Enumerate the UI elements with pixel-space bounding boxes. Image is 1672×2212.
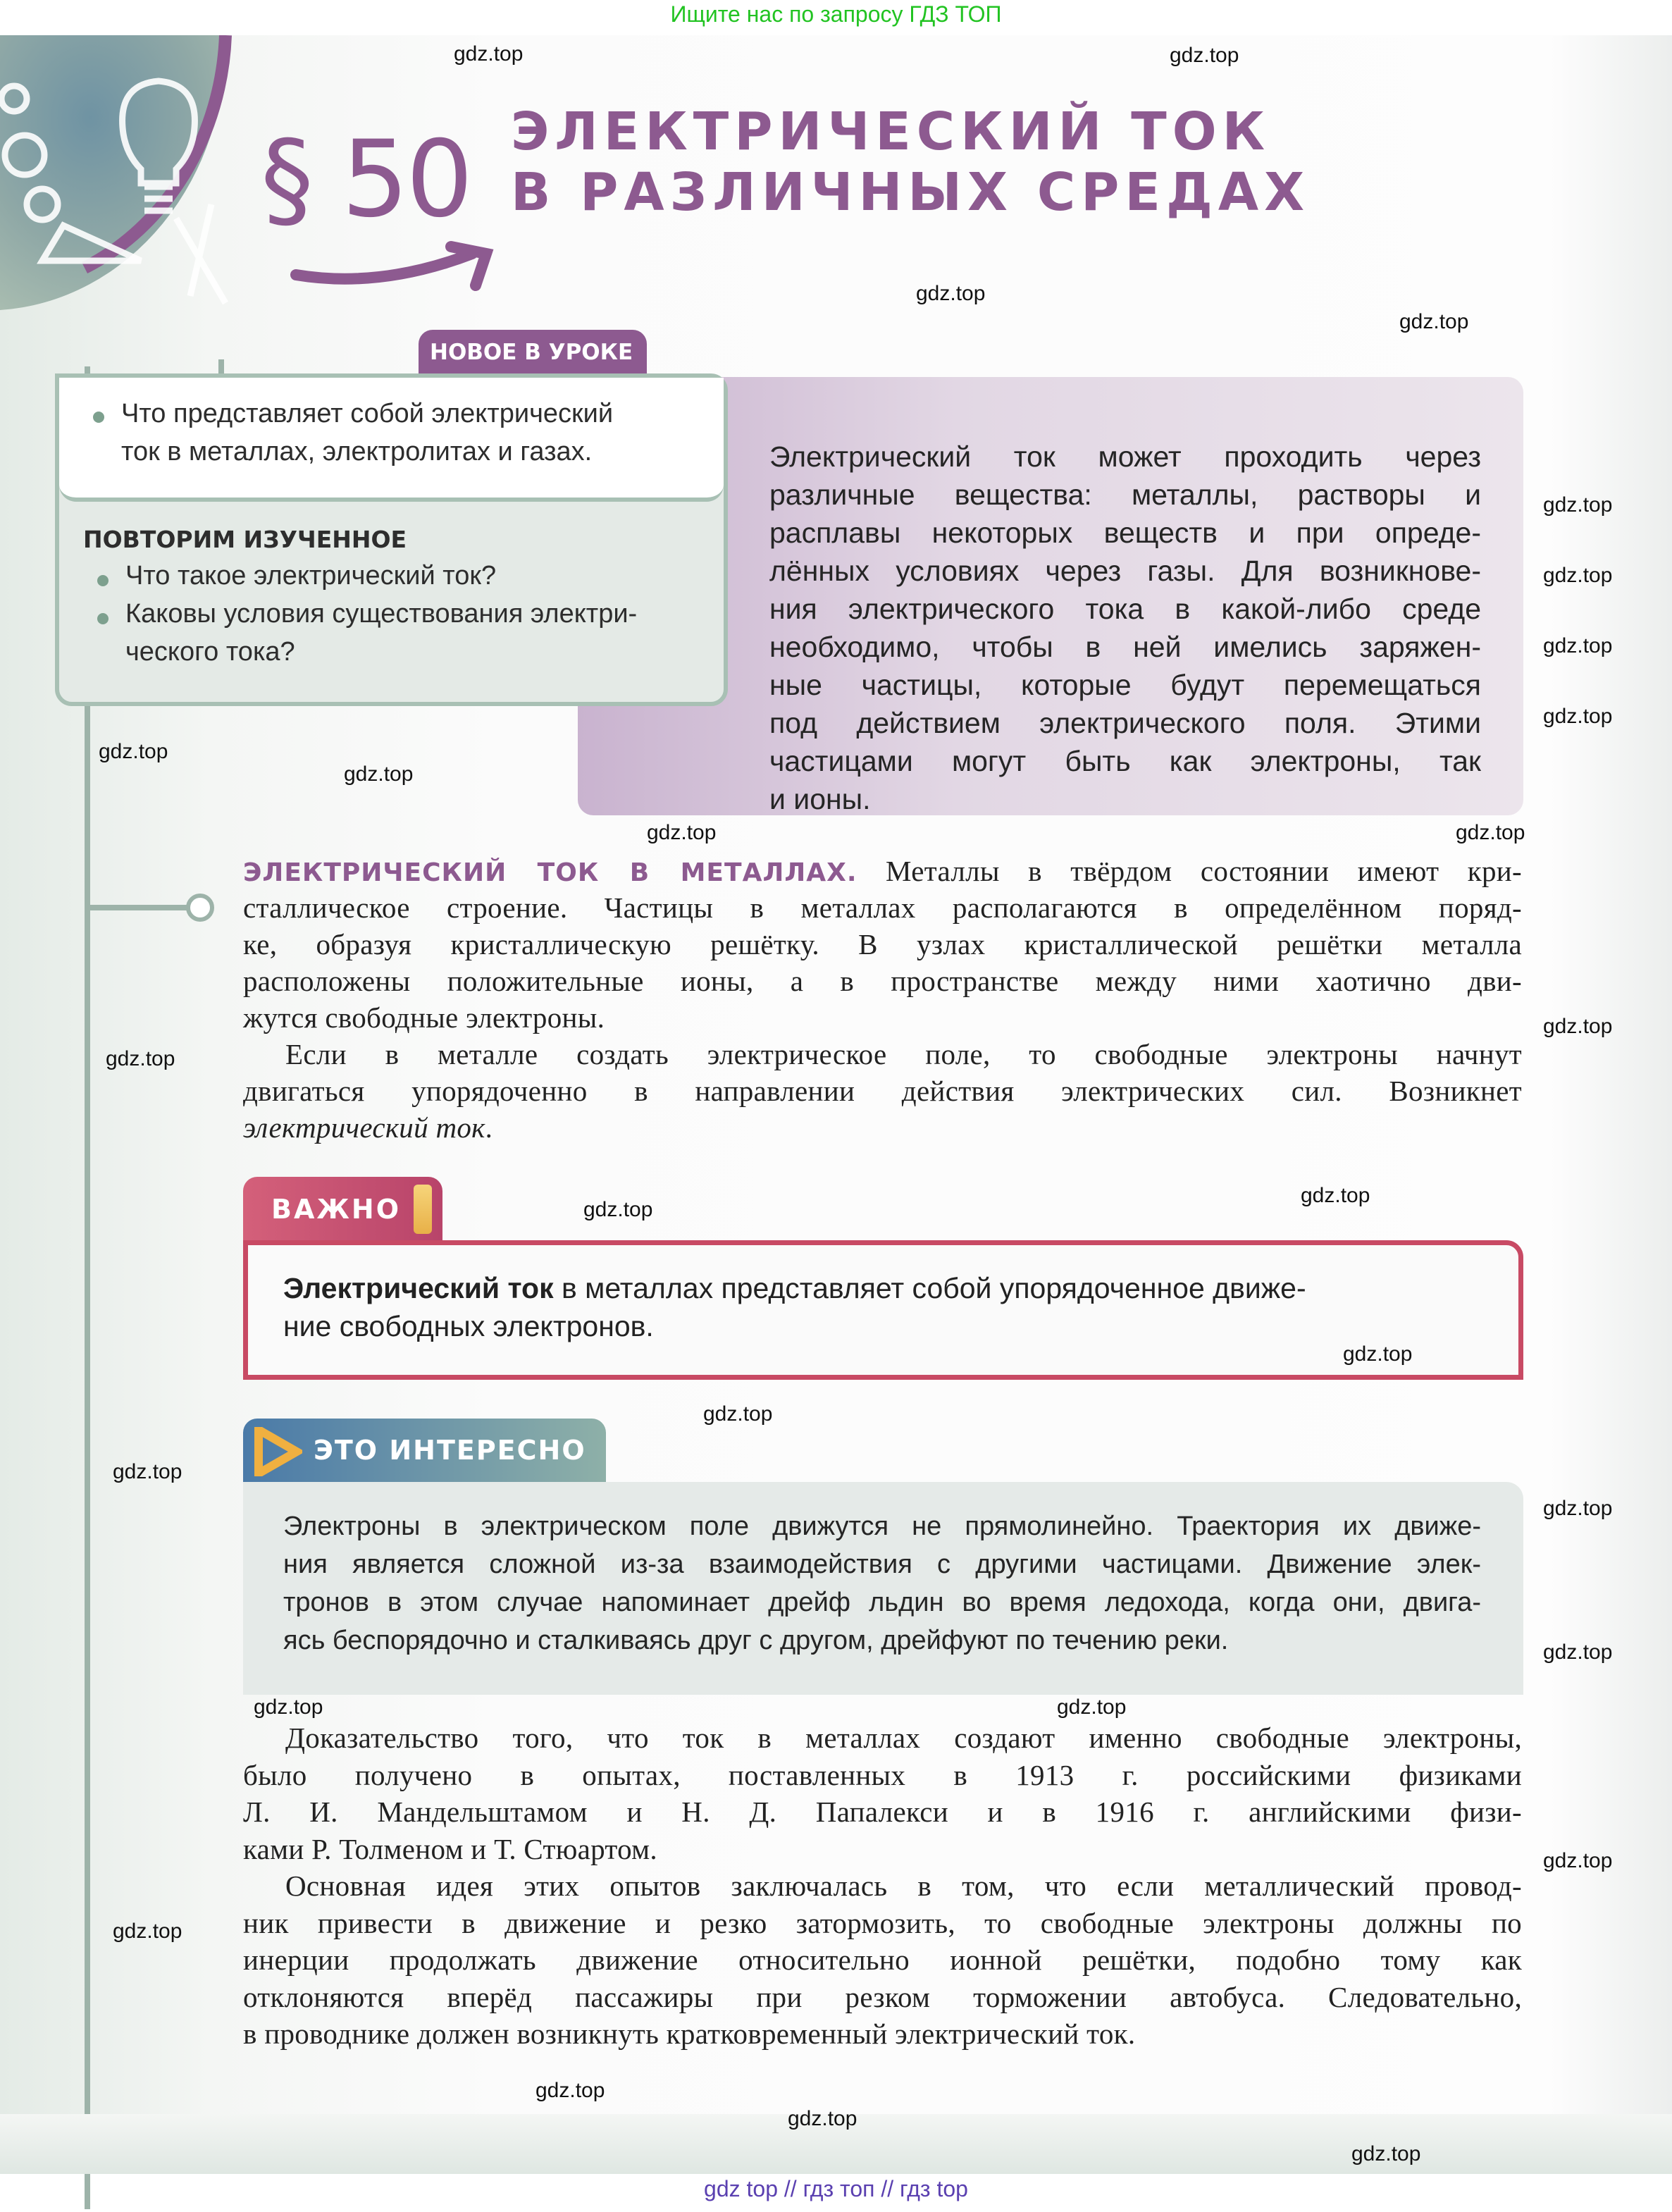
watermark: gdz.top — [113, 1920, 182, 1943]
closing-line: ник привести в движение и резко затормозить, то свободные электроны должны по — [243, 1906, 1522, 1939]
new-in-lesson-tab: НОВОЕ В УРОКЕ — [419, 330, 647, 375]
section-line: жутся свободные электроны. — [243, 1001, 605, 1034]
footer-links: gdz top // гдз топ // гдз top — [704, 2176, 968, 2201]
textbook-page — [0, 35, 1672, 2174]
new-in-lesson-panel — [59, 378, 724, 502]
chapter-title-line2: В РАЗЛИЧНЫХ СРЕДАХ — [511, 162, 1311, 223]
watermark: gdz.top — [1543, 564, 1613, 587]
watermark: gdz.top — [1543, 1849, 1613, 1872]
section-first-line — [243, 854, 1522, 888]
watermark: gdz.top — [703, 1402, 773, 1426]
important-term: Электрический ток — [283, 1272, 554, 1304]
section-last-line — [243, 1111, 1522, 1144]
watermark: gdz.top — [535, 2079, 605, 2102]
watermark: gdz.top — [1543, 1015, 1613, 1038]
watermark: gdz.top — [916, 282, 986, 305]
interesting-label: ЭТО ИНТЕРЕСНО — [314, 1435, 586, 1466]
watermark: gdz.top — [344, 762, 414, 786]
intro-line: Электрический ток может проходить через — [769, 440, 1481, 473]
intro-line: расплавы некоторых веществ и при опреде- — [769, 517, 1481, 549]
term-italic: электрический ток — [243, 1111, 485, 1144]
new-item-line: Что представляет собой электрический — [121, 399, 614, 428]
watermark: gdz.top — [1543, 1497, 1613, 1520]
timeline-branch — [87, 905, 187, 910]
intro-line: необходимо, чтобы в ней имелись заряжен- — [769, 631, 1481, 663]
review-item: ческого тока? — [125, 637, 295, 667]
section-line: сталлическое строение. Частицы в металлах располагаются в определённом поряд- — [243, 891, 1522, 924]
watermark: gdz.top — [1543, 634, 1613, 657]
watermark: gdz.top — [254, 1695, 323, 1719]
intro-line: ные частицы, которые будут перемещаться — [769, 669, 1481, 701]
watermark: gdz.top — [1399, 310, 1469, 333]
intro-line: ния электрического тока в какой-либо среде — [769, 593, 1481, 625]
bullet-icon — [97, 613, 109, 624]
interesting-line: Электроны в электрическом поле движутся не прямолинейно. Траектория их движе- — [283, 1512, 1481, 1541]
closing-line: Основная идея этих опытов заключалась в том, что если металлический провод- — [285, 1870, 1522, 1902]
closing-line: отклоняются вперёд пассажиры при резком торможении автобуса. Следовательно, — [243, 1980, 1522, 2013]
bullet-icon — [97, 575, 109, 586]
watermark: gdz.top — [1301, 1184, 1370, 1207]
important-box — [243, 1240, 1523, 1380]
watermark: gdz.top — [1543, 493, 1613, 517]
interesting-line: ния является сложной из-за взаимодействия с другими частицами. Движение элек- — [283, 1550, 1481, 1579]
closing-line: было получено в опытах, поставленных в 1913 г. российскими физиками — [243, 1758, 1522, 1791]
watermark: gdz.top — [1170, 44, 1239, 67]
important-line2: ние свободных электронов. — [283, 1310, 654, 1342]
watermark: gdz.top — [1351, 2142, 1421, 2165]
watermark: gdz.top — [647, 821, 717, 844]
watermark: gdz.top — [1057, 1695, 1127, 1719]
important-text: в металлах представляет собой упорядоченное движе- — [553, 1272, 1306, 1304]
review-heading: ПОВТОРИМ ИЗУЧЕННОЕ — [83, 526, 407, 553]
interesting-tab — [243, 1419, 606, 1482]
intro-line: и ионы. — [769, 783, 871, 815]
section-line: расположены положительные ионы, а в пространстве между ними хаотично дви- — [243, 965, 1522, 997]
search-hint-banner: Ищите нас по запросу ГДЗ ТОП — [670, 1, 1002, 27]
intro-line: частицами могут быть как электроны, так — [769, 745, 1481, 777]
watermark: gdz.top — [454, 42, 524, 66]
closing-line: Л. И. Мандельштамом и Н. Д. Папалекси и в 1916 г. английскими физи- — [243, 1796, 1522, 1828]
closing-line: в проводнике должен возникнуть кратковременный электрический ток. — [243, 2018, 1136, 2050]
play-triangle-icon — [253, 1427, 302, 1476]
period: . — [485, 1111, 493, 1144]
watermark: gdz.top — [583, 1198, 653, 1221]
watermark: gdz.top — [113, 1460, 182, 1483]
closing-line: Доказательство того, что ток в металлах создают именно свободные электроны, — [285, 1722, 1522, 1754]
paragraph-number: § 50 — [261, 118, 471, 241]
watermark: gdz.top — [1543, 1641, 1613, 1664]
closing-line: инерции продолжать движение относительно ионной решётки, подобно тому как — [243, 1944, 1522, 1976]
watermark: gdz.top — [1543, 705, 1613, 728]
important-label: ВАЖНО — [271, 1194, 401, 1225]
interesting-line: тронов в этом случае напоминает дрейф льдин во время ледохода, когда они, двига- — [283, 1588, 1481, 1617]
watermark: gdz.top — [788, 2107, 857, 2130]
important-tab — [243, 1177, 442, 1242]
timeline-node-icon — [186, 894, 214, 922]
watermark: gdz.top — [1456, 821, 1525, 844]
intro-line: различные вещества: металлы, растворы и — [769, 478, 1481, 511]
watermark: gdz.top — [99, 740, 168, 763]
section-text: Металлы в твёрдом состоянии имеют кри- — [886, 855, 1522, 887]
watermark: gdz.top — [106, 1047, 175, 1070]
section-line: двигаться упорядоченно в направлении действия электрических сил. Возникнет — [243, 1075, 1522, 1107]
interesting-line: ясь беспорядочно и сталкиваясь друг с другом, дрейфуют по течению реки. — [283, 1626, 1229, 1655]
exclamation-icon — [414, 1185, 432, 1234]
intro-line: лённых условиях через газы. Для возникнове- — [769, 555, 1481, 587]
new-item-line: ток в металлах, электролитах и газах. — [121, 437, 593, 467]
section-line: Если в металле создать электрическое поле, то свободные электроны начнут — [285, 1038, 1522, 1070]
chapter-title-line1: ЭЛЕКТРИЧЕСКИЙ ТОК — [511, 101, 1271, 162]
intro-line: под действием электрического поля. Этими — [769, 707, 1481, 739]
lesson-goals-box — [55, 373, 728, 706]
watermark: gdz.top — [1343, 1342, 1413, 1366]
review-item: Каковы условия существования электри- — [125, 599, 638, 629]
bullet-icon — [93, 412, 104, 423]
review-item: Что такое электрический ток? — [125, 561, 497, 591]
important-line1 — [283, 1272, 1306, 1305]
section-line: ке, образуя кристаллическую решётку. В узлах кристаллической решётки металла — [243, 928, 1522, 960]
closing-line: ками Р. Толменом и Т. Стюартом. — [243, 1832, 657, 1865]
section-heading: ЭЛЕКТРИЧЕСКИЙ ТОК В МЕТАЛЛАХ. — [243, 858, 857, 887]
